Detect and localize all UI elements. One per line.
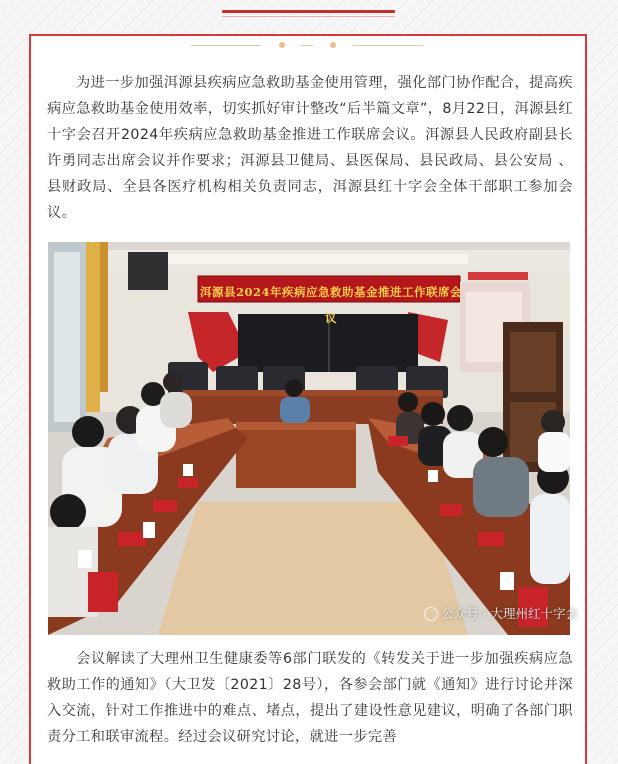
meeting-banner: 洱源县2024年疾病应急救助基金推进工作联席会议 [200, 285, 463, 325]
header-rule-thin [222, 16, 395, 17]
paragraph-1-text: 为进一步加强洱源县疾病应急救助基金使用管理，强化部门协作配合，提高疾病应急救助基金使用效率，切实抓好审计整改“后半篇文章”，8月22日，洱源县红十字会召开2024年疾病应急救助基金推进工作联席会议。洱源县人民政府副县长许勇同志出席会议并作要求；洱源县卫健局、县医保局、县民政局、县公安局 、县财政局、全县各医疗机构相关负责同志，洱源县红十字会全体干部职工参加会议。 [47, 75, 573, 221]
watermark [424, 604, 578, 622]
article-paragraph-1 [47, 70, 573, 226]
header-rule [222, 10, 395, 13]
card-top-ornament [31, 35, 585, 57]
watermark-text: 公众号 · 大理州红十字会 [441, 606, 578, 621]
article-paragraph-2 [47, 646, 573, 750]
paragraph-2-text: 会议解读了大理州卫生健康委等6部门联发的《转发关于进一步加强疾病应急救助工作的通知》（大卫发〔2021〕28号），各参会部门就《通知》进行讨论并深入交流，针对工作推进中的难点、堵点，提出了建设性意见建议，明确了各部门职责分工和联审流程。经过会议研究讨论，就进一步完善 [47, 651, 573, 745]
wechat-icon [424, 607, 438, 621]
header-decoration [0, 0, 618, 34]
